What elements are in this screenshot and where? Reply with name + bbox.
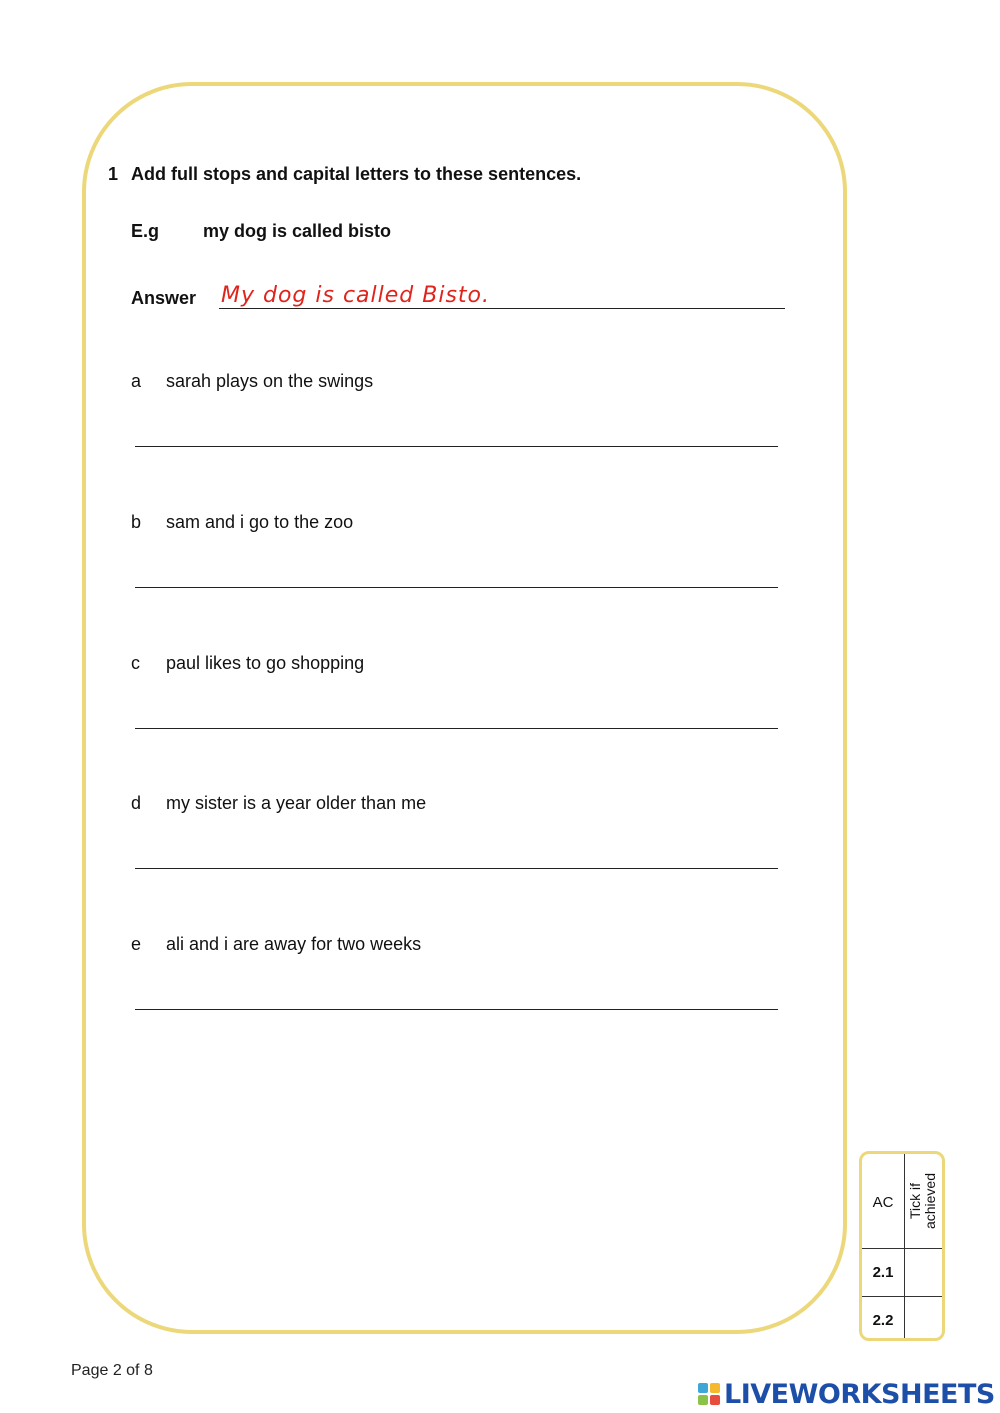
tick-header-line2: achieved — [922, 1172, 938, 1230]
answer-line-c[interactable] — [135, 728, 778, 729]
tick-header-line1: Tick if — [907, 1182, 923, 1220]
ac-header: AC — [872, 1194, 894, 1211]
assessment-criteria-table — [862, 1154, 942, 1338]
item-sentence: my sister is a year older than me — [166, 793, 427, 813]
question-number: 1 — [108, 164, 119, 184]
example-sentence: my dog is called bisto — [203, 221, 392, 241]
tick-header — [908, 1151, 938, 1251]
item-sentence: sam and i go to the zoo — [166, 512, 354, 532]
item-letter: e — [131, 934, 142, 954]
example-row — [131, 221, 391, 242]
item-sentence: sarah plays on the swings — [166, 371, 374, 391]
brand-tile-icon — [710, 1395, 720, 1405]
example-answer-text: My dog is called Bisto. — [221, 283, 490, 308]
item-sentence: paul likes to go shopping — [166, 653, 365, 673]
item-letter: b — [131, 512, 142, 532]
brand-grid-icon — [698, 1383, 720, 1405]
item-sentence: ali and i are away for two weeks — [166, 934, 422, 954]
sentence-item-d — [131, 793, 426, 814]
ac-row-code: 2.2 — [872, 1312, 894, 1329]
answer-line-e[interactable] — [135, 1009, 778, 1010]
sentence-item-c — [131, 653, 364, 674]
brand-logo — [698, 1377, 995, 1411]
worksheet-frame — [82, 82, 847, 1334]
brand-tile-icon — [698, 1395, 708, 1405]
question-instruction: Add full stops and capital letters to these sentences. — [131, 164, 582, 184]
answer-line-d[interactable] — [135, 868, 778, 869]
answer-line-b[interactable] — [135, 587, 778, 588]
item-letter: d — [131, 793, 142, 813]
brand-tile-icon — [698, 1383, 708, 1393]
answer-label: Answer — [131, 288, 197, 308]
item-letter: a — [131, 371, 142, 391]
table-divider — [904, 1154, 905, 1338]
example-label: E.g — [131, 221, 160, 241]
brand-name: LIVEWORKSHEETS — [724, 1378, 995, 1410]
assessment-criteria-box — [859, 1151, 945, 1341]
page-number: Page 2 of 8 — [71, 1362, 153, 1379]
brand-tile-icon — [710, 1383, 720, 1393]
sentence-item-b — [131, 512, 353, 533]
item-letter: c — [131, 653, 140, 673]
question-heading — [108, 164, 581, 185]
sentence-item-a — [131, 371, 373, 392]
ac-row-code: 2.1 — [872, 1264, 894, 1281]
sentence-item-e — [131, 934, 421, 955]
table-divider — [862, 1296, 942, 1297]
answer-line-a[interactable] — [135, 446, 778, 447]
